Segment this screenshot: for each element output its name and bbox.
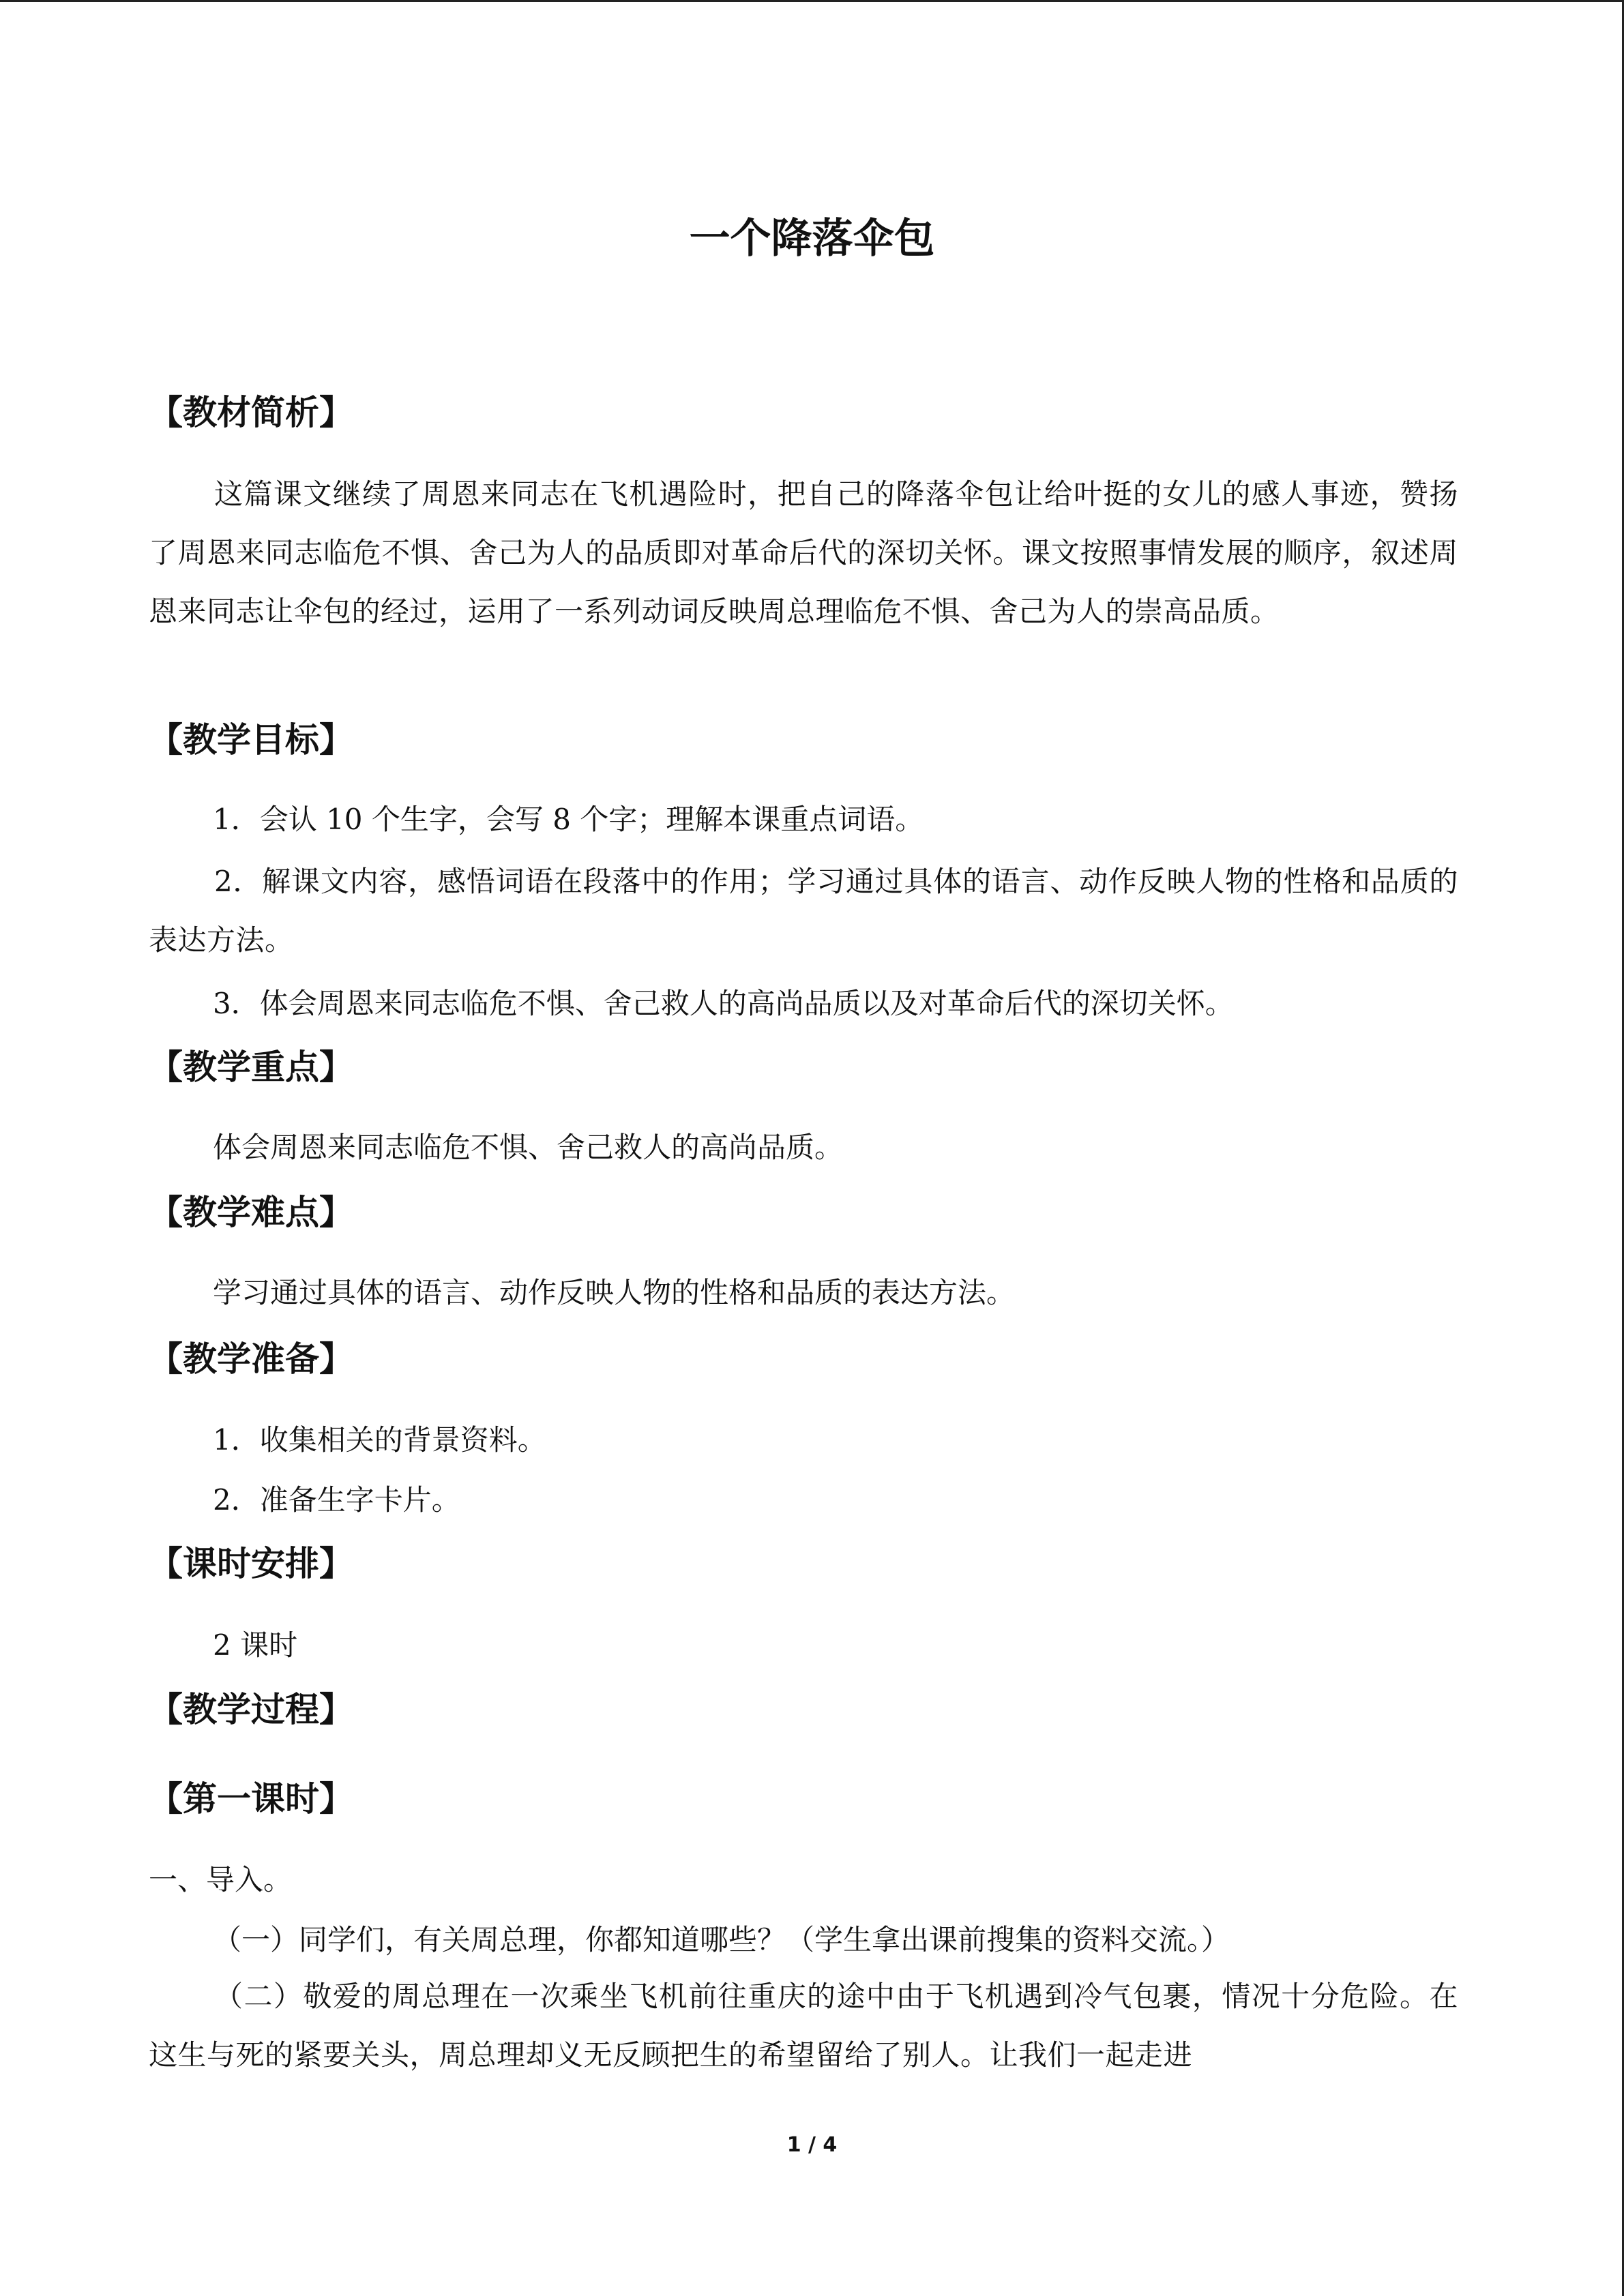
step-introduction: 一、导入。 [149,1863,293,1896]
preparation-item-2: 2．准备生字卡片。 [213,1483,460,1517]
heading-key-points: 【教学重点】 [149,1047,353,1087]
heading-teaching-goals: 【教学目标】 [149,720,353,760]
intro-item-1: （一）同学们，有关周总理，你都知道哪些？（学生拿出课前搜集的资料交流。） [213,1923,1230,1956]
key-points-text: 体会周恩来同志临危不惧、舍己救人的高尚品质。 [213,1131,844,1164]
document-title: 一个降落伞包 [689,215,935,263]
goal-item-2: 2．解课文内容，感悟词语在段落中的作用；学习通过具体的语言、动作反映人物的性格和品质的表达方法。 [149,865,1458,957]
heading-difficulties: 【教学难点】 [149,1193,353,1232]
goal-item-3: 3．体会周恩来同志临危不惧、舍己救人的高尚品质以及对革命后代的深切关怀。 [213,987,1234,1020]
paragraph-textbook-analysis: 这篇课文继续了周恩来同志在飞机遇险时，把自己的降落伞包让给叶挺的女儿的感人事迹，赞扬了周恩来同志临危不惧、舍己为人的品质即对革命后代的深切关怀。课文按照事情发展的顺序，叙述周恩来同志让伞包的经过，运用了一系列动词反映周总理临危不惧、舍己为人的崇高品质。 [149,477,1458,628]
heading-schedule: 【课时安排】 [149,1544,353,1583]
difficulties-text: 学习通过具体的语言、动作反映人物的性格和品质的表达方法。 [213,1276,1016,1309]
heading-preparation: 【教学准备】 [149,1339,353,1379]
goal-item-1: 1．会认 10 个生字，会写 8 个字；理解本课重点词语。 [213,803,924,836]
heading-teaching-process: 【教学过程】 [149,1690,353,1729]
page-top-border [0,0,1624,2]
preparation-item-1: 1．收集相关的背景资料。 [213,1423,546,1457]
heading-first-lesson: 【第一课时】 [149,1779,353,1819]
schedule-text: 2 课时 [213,1628,298,1662]
intro-item-2: （二）敬爱的周总理在一次乘坐飞机前往重庆的途中由于飞机遇到冷气包裹，情况十分危险。在这生与死的紧要关头，周总理却义无反顾把生的希望留给了别人。让我们一起走进 [149,1980,1458,2072]
heading-textbook-analysis: 【教材简析】 [149,393,353,432]
page-number: 1 / 4 [786,2133,838,2157]
